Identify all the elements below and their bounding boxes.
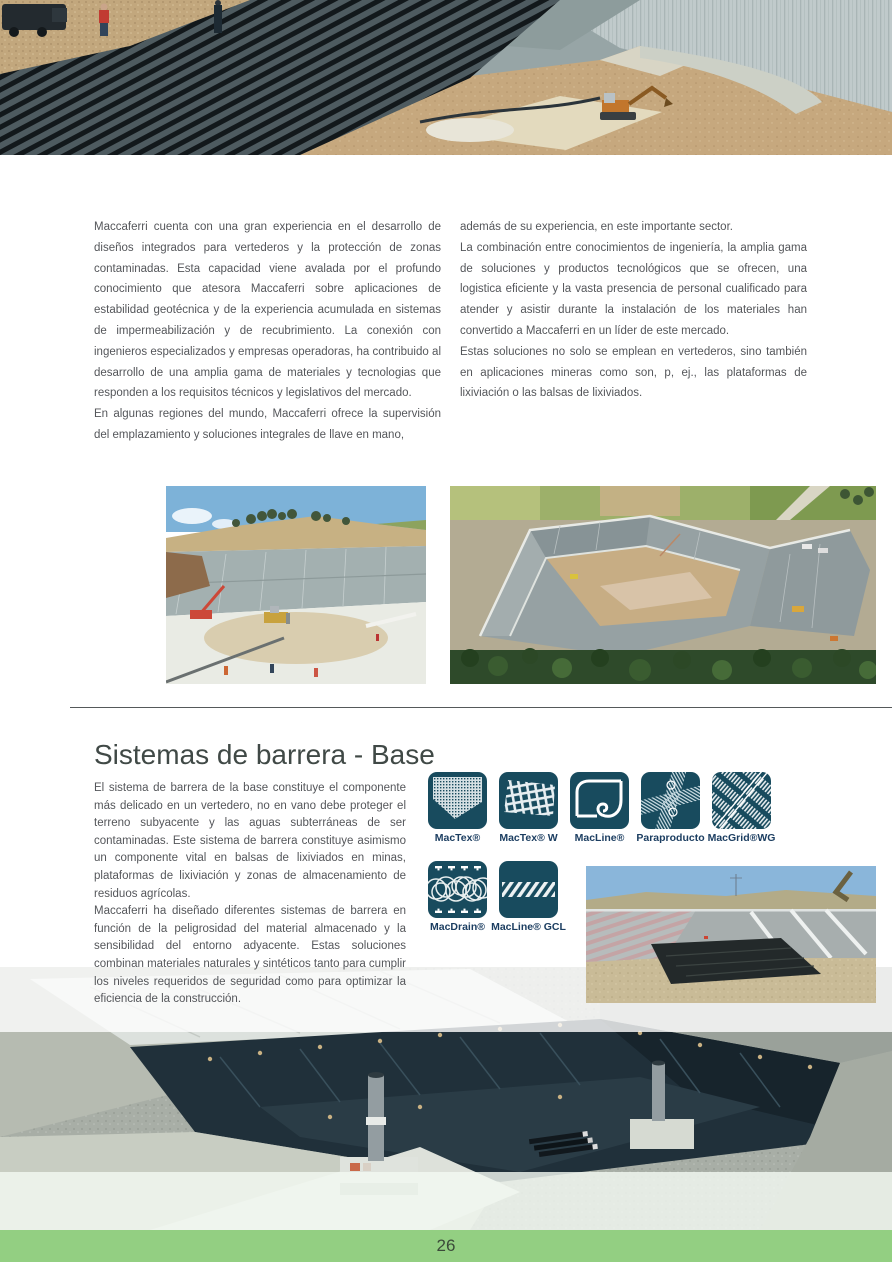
intro-paragraph: Maccaferri cuenta con una gran experiencia en el desarrollo de diseños integrados para vertederos y la protección de zonas contaminadas. Esta capacidad viene avalada por el profundo conocimiento que atesora Maccaferri sobre aplicaciones de estabilidad geotécnica y de la experiencia acumulada en sistemas de impermeabilización y de recubrimiento. La conexión con ingenieros especializados y empresas operadoras, ha contribuido al desarrollo de una amplia gama de materiales y tecnologias que responden a los requisitos técnicos y legislativos del mercado. (94, 221, 441, 400)
photo-landfill-aerial-view (450, 486, 876, 684)
geomembrane-icon (570, 772, 629, 829)
page-number: 26 (436, 1236, 456, 1255)
product-mactex-w (499, 772, 558, 844)
product-label: MacTex® (434, 832, 481, 844)
section-title: Sistemas de barrera - Base (94, 738, 435, 770)
product-macline-gcl (491, 861, 566, 933)
intro-paragraph: En algunas regiones del mundo, Maccaferri ofrece la supervisión del emplazamiento y soluciones integrales de llave en mano, (94, 408, 441, 441)
section-paragraph: Maccaferri ha diseñado diferentes sistemas de barrera en función de la peligrosidad del material almacenado y la sensibilidad del entorno adyacente. Estas soluciones combinan materiales naturales y sintéticos tanto para cumplir los niveles requeridos de seguridad como para optimizar la eficiencia de la construcción. (94, 905, 406, 1006)
product-macline (570, 772, 629, 844)
intro-paragraph: La combinación entre conocimientos de ingeniería, la amplia gama de soluciones y productos tecnológicos que se ofrecen, una logistica eficiente y la vasta presencia de personal cualificado para atender y asistir durante la instalación de los materiales han convertido a Maccaferri en un líder de este mercado. (460, 241, 807, 337)
photo-landfill-cell-construction (166, 486, 426, 684)
intro-paragraph: además de su experiencia, en este importante sector. (460, 221, 733, 233)
footer-bar (0, 1230, 892, 1262)
intro-column-left (94, 217, 441, 446)
section-divider-rule (70, 707, 892, 708)
product-macdrain (428, 861, 487, 933)
product-macgrid-wg (707, 772, 776, 844)
section-paragraph: El sistema de barrera de la base constituye el componente más delicado en un vertedero, no en vano debe proteger el terreno subyacente y las aguas subterráneas de ser contaminadas. Este sistema de barrera constituye asimismo un componente vital en balsas de lixiviados en minas, plataformas de lixiviación y zonas de almacenamiento de residuos agrícolas. (94, 782, 406, 900)
product-paraproducto (636, 772, 705, 844)
product-label: Paraproducto (636, 832, 705, 844)
product-label: MacGrid®WG (707, 832, 776, 844)
product-label: MacLine® GCL (491, 921, 566, 933)
intro-text (94, 217, 807, 446)
product-label: MacTex® W (499, 832, 558, 844)
product-label: MacLine® (574, 832, 625, 844)
intro-paragraph: Estas soluciones no solo se emplean en vertederos, sino también en aplicaciones mineras como son, p, ej., las plataformas de lixiviación o las balsas de lixiviados. (460, 345, 807, 400)
top-banner-photo-landfill-liner (0, 0, 892, 155)
section-body-text (94, 780, 406, 1009)
geosynthetic-clay-liner-icon (499, 861, 558, 918)
woven-geotextile-icon (499, 772, 558, 829)
geogrid-icon (712, 772, 771, 829)
nonwoven-geotextile-icon (428, 772, 487, 829)
product-row-1 (428, 772, 788, 844)
paraproduct-icon (641, 772, 700, 829)
product-label: MacDrain® (429, 921, 485, 933)
intro-column-right (460, 217, 807, 446)
product-mactex (428, 772, 487, 844)
photo-liner-installation-slope (586, 866, 876, 1003)
drainage-geocomposite-icon (428, 861, 487, 918)
photo-fade-overlay-bottom (0, 1172, 892, 1230)
